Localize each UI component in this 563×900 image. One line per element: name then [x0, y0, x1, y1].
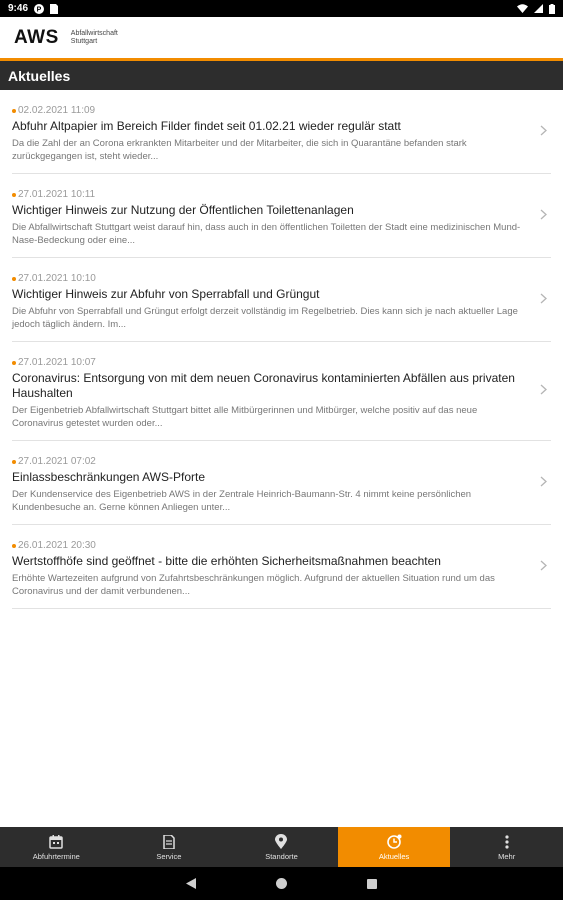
- svg-text:P: P: [36, 6, 42, 13]
- aws-logo: AWS: [14, 26, 59, 48]
- news-date: [12, 357, 523, 369]
- chevron-right-icon: [540, 474, 547, 492]
- news-date: [12, 456, 523, 468]
- news-date: [12, 105, 523, 117]
- nav-label: Service: [156, 851, 182, 861]
- news-date-text: 27.01.2021 10:07: [18, 357, 96, 368]
- news-excerpt: Erhöhte Wartezeiten aufgrund von Zufahrtsbeschränkungen möglich. Aufgrund der aktuellen Situation rund um das Coronavirus und der damit verbundenen...: [12, 573, 495, 597]
- news-excerpt: Die Abfallwirtschaft Stuttgart weist darauf hin, dass auch in den öffentlichen Toiletten der Stadt eine medizinischen Mund-Nase-Bedeckung oder eine...: [12, 222, 521, 246]
- news-date-text: 26.01.2021 20:30: [18, 540, 96, 551]
- more-vertical-icon: [505, 834, 509, 850]
- news-title: Wichtiger Hinweis zur Nutzung der Öffentlichen Toilettenanlagen: [12, 203, 354, 217]
- news-date: [12, 540, 523, 552]
- nav-item-abfuhrtermine[interactable]: [0, 827, 113, 867]
- news-title: Abfuhr Altpapier im Bereich Filder findet seit 01.02.21 wieder regulär statt: [12, 119, 401, 133]
- news-item[interactable]: [12, 258, 551, 342]
- logo-subtitle-line1: Abfallwirtschaft: [70, 29, 118, 37]
- nav-label: Mehr: [498, 851, 516, 861]
- unread-dot-icon: [12, 109, 16, 113]
- news-date-text: 27.01.2021 07:02: [18, 456, 96, 467]
- status-right: [517, 4, 555, 14]
- nav-label: Aktuelles: [378, 851, 410, 861]
- unread-dot-icon: [12, 460, 16, 464]
- status-left: [8, 3, 58, 14]
- news-date-text: 27.01.2021 10:11: [18, 189, 96, 200]
- recents-icon[interactable]: [367, 879, 377, 889]
- news-title: Wichtiger Hinweis zur Abfuhr von Sperrabfall und Grüngut: [12, 287, 320, 301]
- news-excerpt: Da die Zahl der an Corona erkrankten Mitarbeiter und der Mitarbeiter, die sich in Quarantäne befanden stark zurückgegangen ist, steht wieder...: [12, 138, 467, 162]
- logo-subtitle-line2: Stuttgart: [70, 37, 98, 45]
- news-date-text: 02.02.2021 11:09: [18, 105, 96, 116]
- document-icon: [163, 834, 175, 850]
- news-item[interactable]: [12, 525, 551, 609]
- unread-dot-icon: [12, 193, 16, 197]
- back-icon[interactable]: [186, 878, 196, 889]
- nav-label: Standorte: [265, 851, 298, 861]
- news-date-text: 27.01.2021 10:10: [18, 273, 96, 284]
- sim-icon: [50, 4, 58, 14]
- news-date: [12, 189, 523, 201]
- home-icon[interactable]: [276, 878, 287, 889]
- battery-icon: [549, 4, 555, 14]
- system-nav-bar: [0, 867, 563, 900]
- signal-icon: [534, 4, 543, 13]
- nav-label: Abfuhrtermine: [32, 851, 80, 861]
- bottom-nav: [0, 827, 563, 867]
- section-header: [0, 61, 563, 90]
- news-item[interactable]: [12, 174, 551, 258]
- news-title: Coronavirus: Entsorgung von mit dem neuen Coronavirus kontaminierten Abfällen aus privaten Haushalten: [12, 371, 515, 400]
- news-icon: [387, 834, 402, 850]
- location-pin-icon: [275, 834, 287, 850]
- news-item[interactable]: [12, 90, 551, 174]
- chevron-right-icon: [540, 123, 547, 141]
- news-item[interactable]: [12, 441, 551, 525]
- chevron-right-icon: [540, 291, 547, 309]
- news-excerpt: Der Kundenservice des Eigenbetrieb AWS in der Zentrale Heinrich-Baumann-Str. 4 nimmt keine persönlichen Kundenbesuche an. Gerne können Anliegen unter...: [12, 489, 472, 513]
- news-list: [0, 90, 563, 609]
- app-header: [0, 17, 563, 58]
- calendar-icon: [49, 834, 63, 850]
- news-excerpt: Die Abfuhr von Sperrabfall und Grüngut erfolgt derzeit vollständig im Regelbetrieb. Dies kann sich je nach aktueller Lage jedoch täglich ändern. Im...: [12, 306, 518, 330]
- unread-dot-icon: [12, 361, 16, 365]
- nav-item-mehr[interactable]: [450, 827, 563, 867]
- news-title: Wertstoffhöfe sind geöffnet - bitte die erhöhten Sicherheitsmaßnahmen beachten: [12, 554, 441, 568]
- chevron-right-icon: [540, 207, 547, 225]
- nav-item-standorte[interactable]: [225, 827, 338, 867]
- unread-dot-icon: [12, 277, 16, 281]
- app-notification-icon: [34, 4, 44, 14]
- chevron-right-icon: [540, 382, 547, 400]
- nav-item-service[interactable]: [113, 827, 226, 867]
- nav-item-aktuelles[interactable]: [338, 827, 451, 867]
- news-title: Einlassbeschränkungen AWS-Pforte: [12, 470, 205, 484]
- unread-dot-icon: [12, 544, 16, 548]
- status-time: 9:46: [8, 3, 29, 14]
- wifi-icon: [517, 4, 528, 13]
- news-excerpt: Der Eigenbetrieb Abfallwirtschaft Stuttgart bittet alle Mitbürgerinnen und Mitbürger, welche positiv auf das neue Coronavirus getestet wurden oder...: [12, 405, 478, 429]
- news-item[interactable]: [12, 342, 551, 441]
- page-title: Aktuelles: [8, 67, 71, 84]
- logo-subtitle: [71, 30, 118, 46]
- status-bar: [0, 0, 563, 17]
- chevron-right-icon: [540, 558, 547, 576]
- news-date: [12, 273, 523, 285]
